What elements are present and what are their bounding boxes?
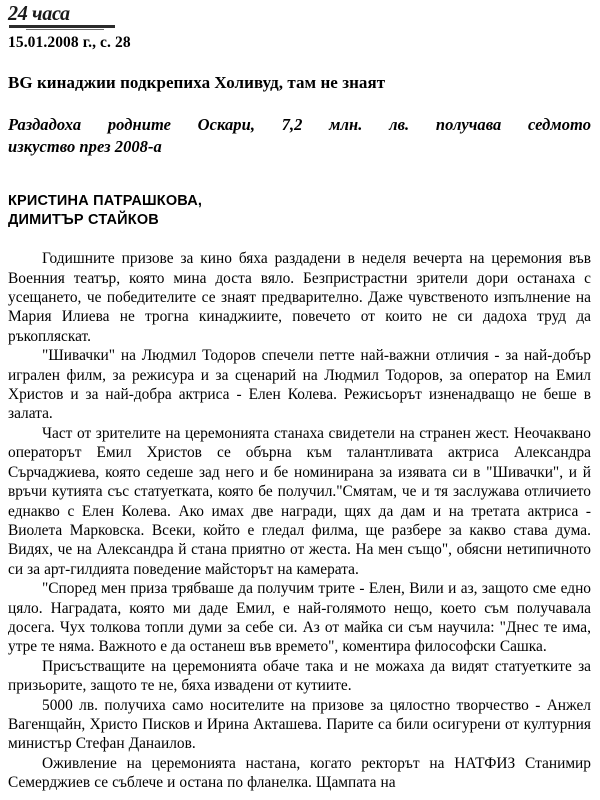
article-paragraph: 5000 лв. получиха само носителите на призове за цялостно творчество - Анжел Вагенщайн, Христо Писков и Ирина Акташева. Парите са били осигурени от културния министър Стефан Данаилов. [8, 696, 591, 753]
byline-author-2: ДИМИТЪР СТАЙКОВ [8, 211, 159, 228]
publication-logo-text: 24 часа [8, 1, 70, 25]
publication-logo [8, 3, 115, 30]
headline: BG кинаджии подкрепиха Холивуд, там не знаят [8, 73, 386, 92]
article-paragraph: Присъстващите на церемонията обаче така и не можаха да видят статуетките за призьорите, защото те не, бяха извадени от кутиите. [8, 657, 591, 695]
logo-underline-rule [9, 25, 115, 28]
article-paragraph: Част от зрителите на церемонията станаха свидетели на странен жест. Неочаквано операторът Емил Христов се обърна към талантливата актриса Александра Сърчаджиева, която седеше зад него и бе номинирана за изявата си в "Шивачки", и й връчи кутията със статуетката, която бе получил."Смятам, че и тя заслужава отличието еднакво с Елен Колева. Ако имах две награди, щях да дам и на третата актриса - Виолета Марковска. Всеки, който е гледал филма, ще разбере за какво става дума. Видях, че на Александра й стана приятно от жеста. На мен също", обясни нетипичното си за арт-гилдията поведение майсторът на камерата. [8, 424, 591, 578]
subheadline-line-1: Раздадоха родните Оскари, 7,2 млн. лв. получава седмото [8, 115, 591, 135]
article-paragraph: "Според мен приза трябваше да получим трите - Елен, Вили и аз, защото сме едно цяло. Наградата, която ми даде Емил, е най-голямото нещо, което съм получавала досега. Чух толкова топли думи за себе си. Аз от майка си съм научила: "Днес те има, утре те няма. Важното е да останеш във времето", коментира философски Сашка. [8, 580, 591, 656]
article-paragraph: Оживление на церемонията настана, когато ректорът на НАТФИЗ Станимир Семерджиев се съблече и остана по фланелка. Щампата на [8, 754, 591, 792]
subheadline-line-2: изкуство през 2008-а [8, 137, 162, 157]
article-paragraph: Годишните призове за кино бяха раздадени в неделя вечерта на церемония във Военния театър, която мина доста вяло. Безпристрастни зрители дори останаха с усещането, че победителите се знаят предварително. Даже чувственото изпълнение на Мария Илиева не трогна кинаджиите, повечето от които не си дадоха труд да ръкопляскат. [8, 250, 591, 345]
dateline: 15.01.2008 г., с. 28 [8, 34, 131, 52]
logo-underline-rule-thin [26, 29, 104, 30]
article-paragraph: "Шивачки" на Людмил Тодоров спечели петте най-важни отличия - за най-добър игрален филм, за режисура и за сценарий на Людмил Тодоров, за оператор на Емил Христов и за най-добра актриса - Елен Колева. Режисьорът изненадващо не беше в залата. [8, 347, 591, 423]
subheadline [8, 114, 591, 158]
byline [8, 192, 591, 229]
article-body [8, 249, 591, 792]
byline-author-1: КРИСТИНА ПАТРАШКОВА, [8, 193, 203, 210]
masthead [8, 0, 591, 53]
